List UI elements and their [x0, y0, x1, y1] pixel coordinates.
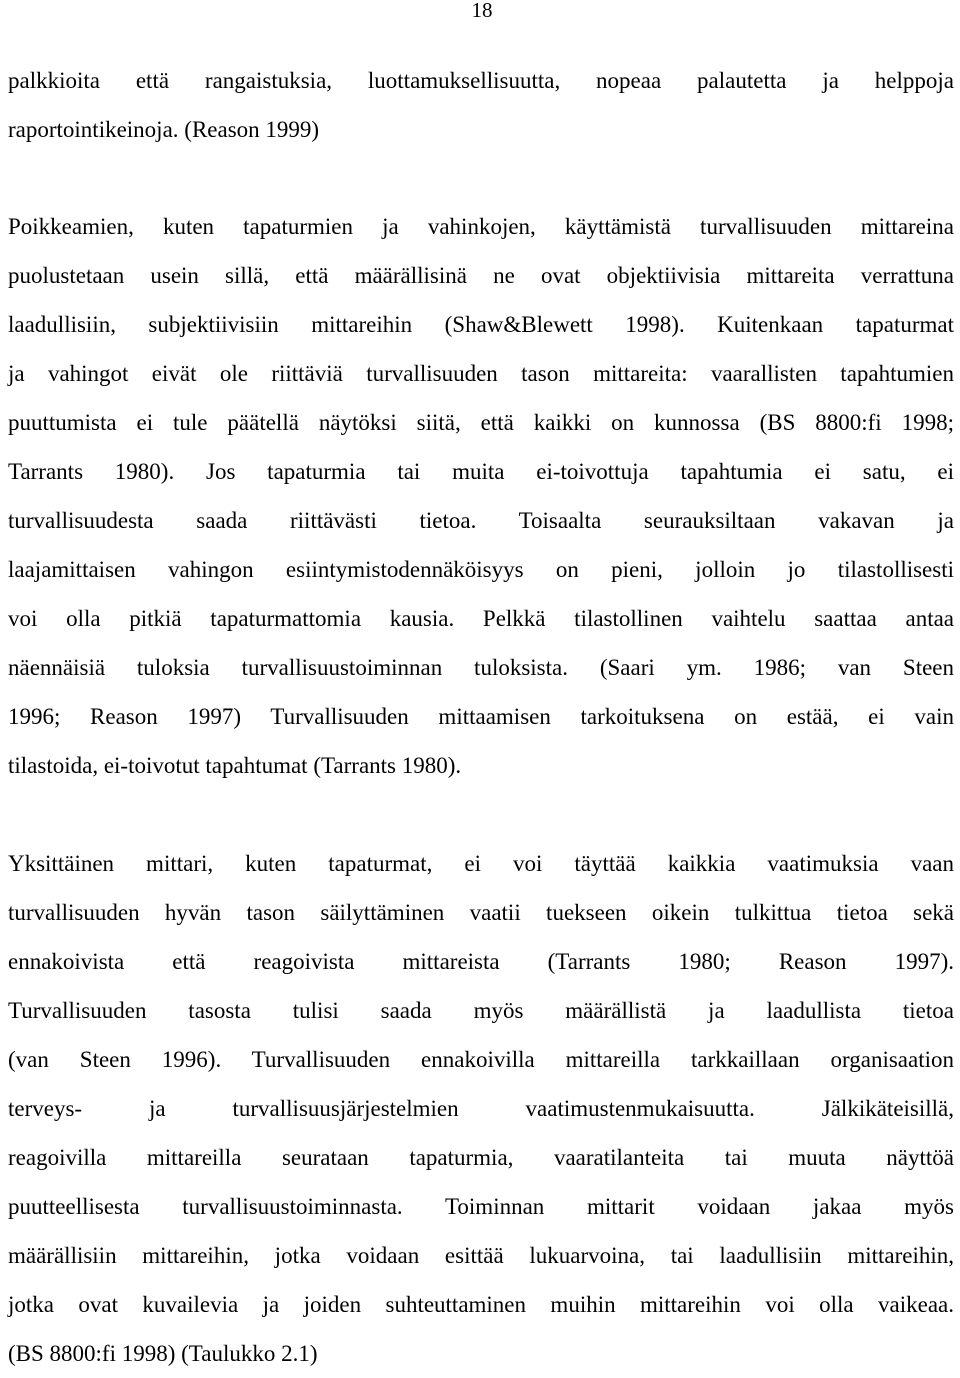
text-line: (van Steen 1996). Turvallisuuden ennakoivilla mittareilla tarkkaillaan organisaation: [8, 1047, 954, 1072]
text-line: terveys- ja turvallisuusjärjestelmien vaatimustenmukaisuutta. Jälkikäteisillä,: [8, 1096, 954, 1121]
paragraph-2: [8, 202, 954, 790]
text-line: laadullisiin, subjektiivisiin mittareihin (Shaw&Blewett 1998). Kuitenkaan tapaturmat: [8, 312, 954, 337]
text-line: laajamittaisen vahingon esiintymistodennäköisyys on pieni, jolloin jo tilastollisesti: [8, 557, 954, 582]
paragraph-3: [8, 839, 954, 1378]
text-line: jotka ovat kuvailevia ja joiden suhteuttaminen muihin mittareihin voi olla vaikeaa.: [8, 1292, 954, 1317]
text-line: (BS 8800:fi 1998) (Taulukko 2.1): [8, 1341, 318, 1366]
text-line: tilastoida, ei-toivotut tapahtumat (Tarrants 1980).: [8, 753, 462, 778]
text-line: 1996; Reason 1997) Turvallisuuden mittaamisen tarkoituksena on estää, ei vain: [8, 704, 954, 729]
text-line: ja vahingot eivät ole riittäviä turvallisuuden tason mittareita: vaarallisten tapahtumien: [8, 361, 954, 386]
text-line: Tarrants 1980). Jos tapaturmia tai muita ei-toivottuja tapahtumia ei satu, ei: [8, 459, 954, 484]
text-line: voi olla pitkiä tapaturmattomia kausia. Pelkkä tilastollinen vaihtelu saattaa antaa: [8, 606, 954, 631]
text-line: Turvallisuuden tasosta tulisi saada myös määrällistä ja laadullista tietoa: [8, 998, 954, 1023]
page-number: 18: [471, 0, 493, 22]
text-line: raportointikeinoja. (Reason 1999): [8, 117, 320, 142]
paragraph-1: [8, 56, 954, 154]
text-line: määrällisiin mittareihin, jotka voidaan esittää lukuarvoina, tai laadullisiin mittareihin,: [8, 1243, 954, 1268]
text-line: ennakoivista että reagoivista mittareista (Tarrants 1980; Reason 1997).: [8, 949, 954, 974]
text-line: reagoivilla mittareilla seurataan tapaturmia, vaaratilanteita tai muuta näyttöä: [8, 1145, 954, 1170]
text-line: palkkioita että rangaistuksia, luottamuksellisuutta, nopeaa palautetta ja helppoja: [8, 68, 954, 93]
text-line: Yksittäinen mittari, kuten tapaturmat, ei voi täyttää kaikkia vaatimuksia vaan: [8, 851, 954, 876]
text-line: turvallisuudesta saada riittävästi tietoa. Toisaalta seurauksiltaan vakavan ja: [8, 508, 954, 533]
text-line: puolustetaan usein sillä, että määrällisinä ne ovat objektiivisia mittareita verrattuna: [8, 263, 954, 288]
text-line: puutteellisesta turvallisuustoiminnasta. Toiminnan mittarit voidaan jakaa myös: [8, 1194, 954, 1219]
text-line: turvallisuuden hyvän tason säilyttäminen vaatii tuekseen oikein tulkittua tietoa sekä: [8, 900, 954, 925]
text-line: Poikkeamien, kuten tapaturmien ja vahinkojen, käyttämistä turvallisuuden mittareina: [8, 214, 954, 239]
text-line: puuttumista ei tule päätellä näytöksi siitä, että kaikki on kunnossa (BS 8800:fi 1998;: [8, 410, 954, 435]
text-line: näennäisiä tuloksia turvallisuustoiminnan tuloksista. (Saari ym. 1986; van Steen: [8, 655, 954, 680]
